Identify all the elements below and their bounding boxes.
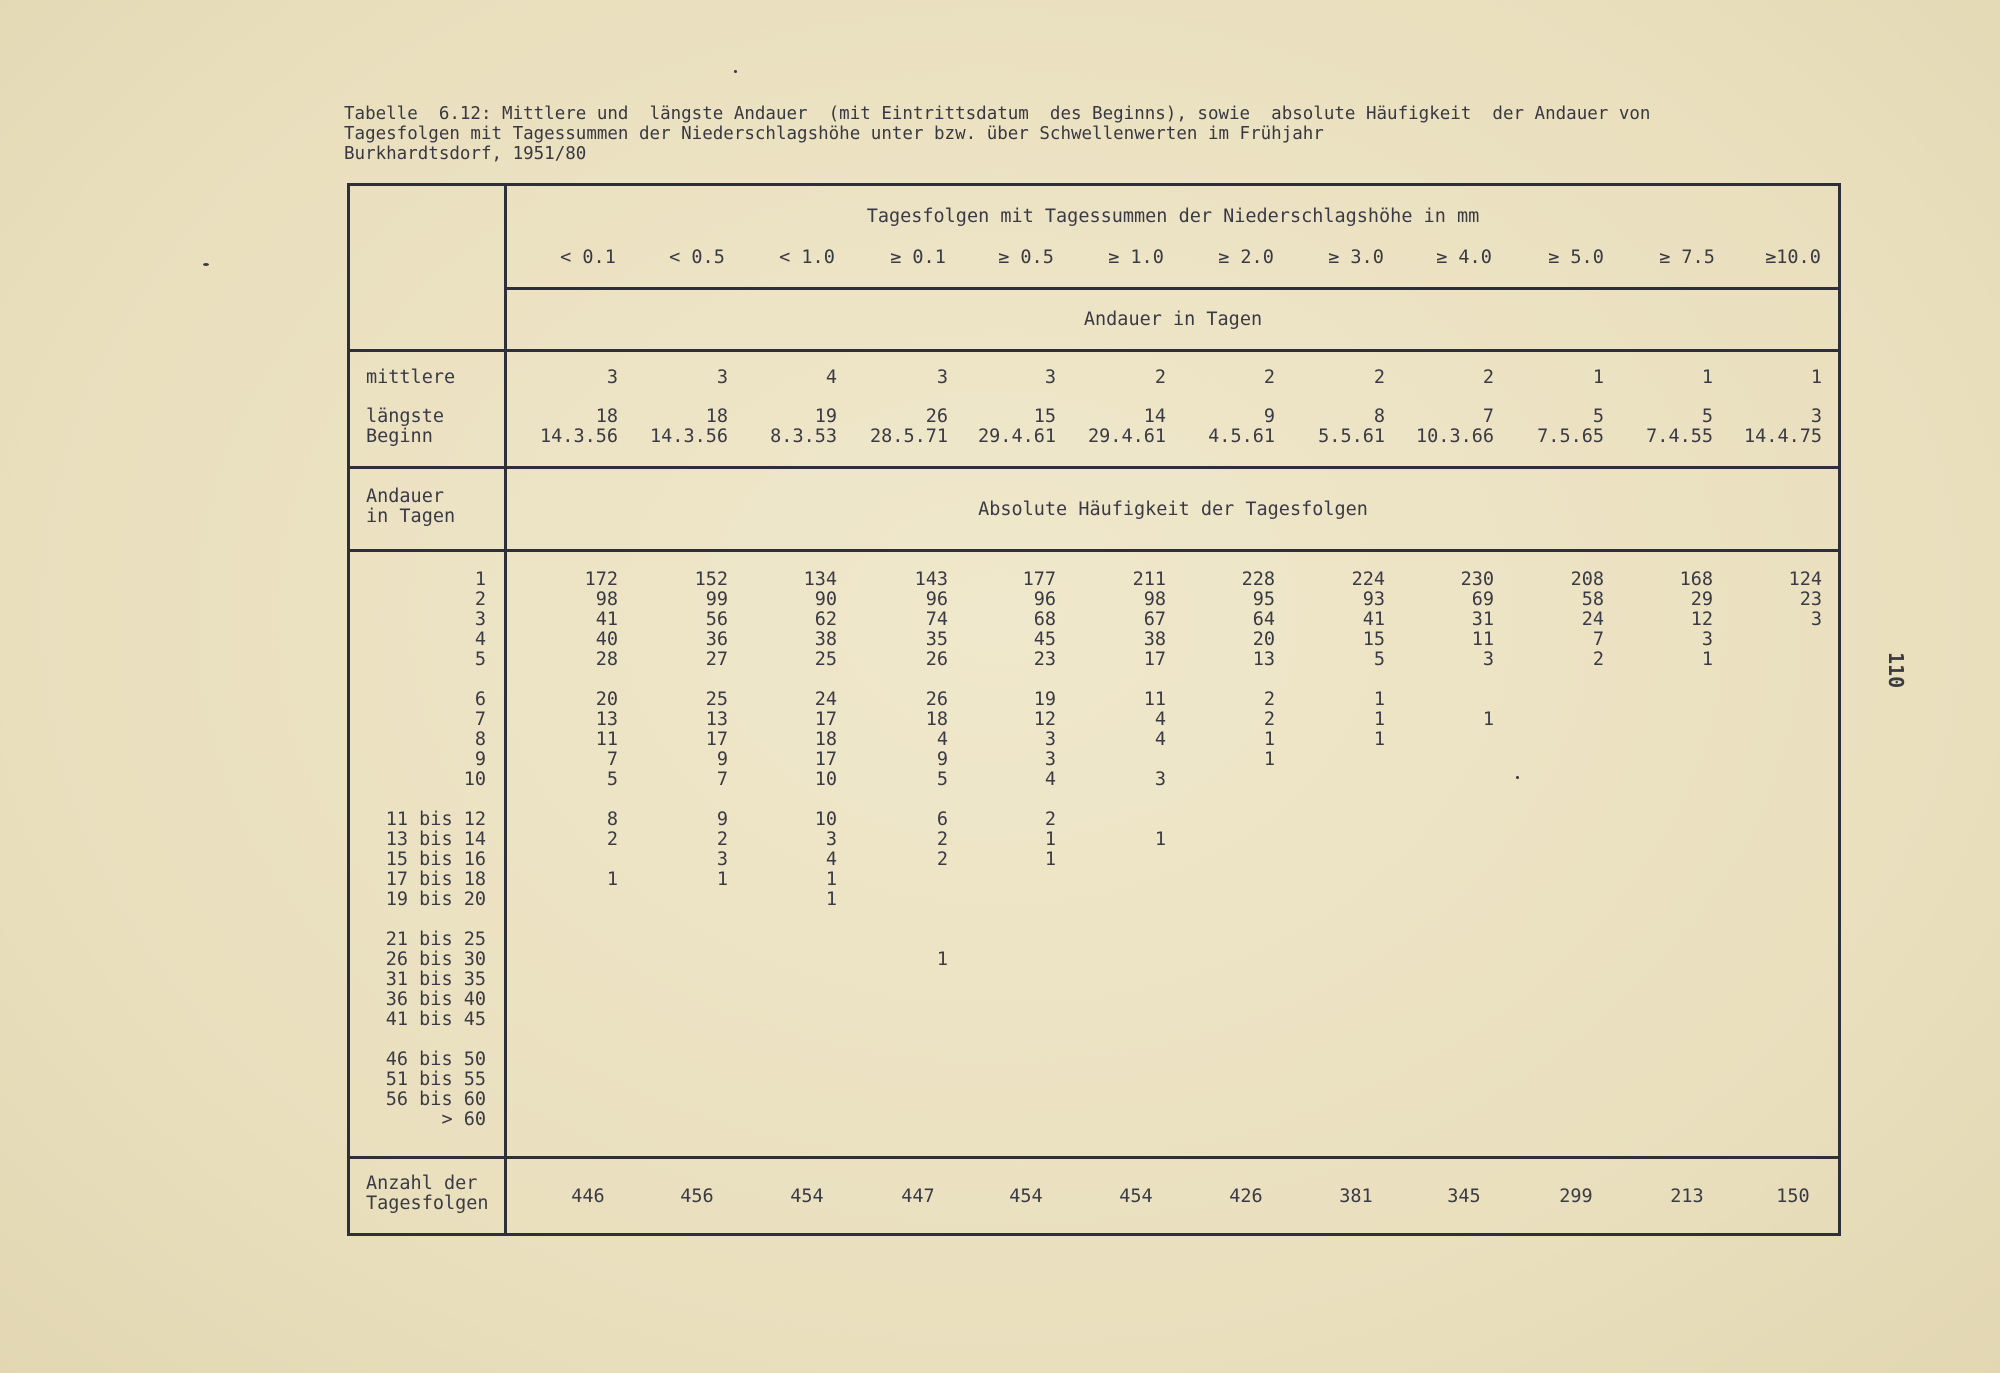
frequency-cell: 228 (1241, 569, 1275, 590)
frequency-cell: 99 (705, 589, 728, 610)
duration-stub-label-1: Andauer (366, 486, 444, 507)
frequency-cell: 177 (1022, 569, 1056, 590)
frequency-cell: 1 (825, 869, 837, 890)
start-label: Beginn (366, 426, 433, 447)
frequency-cell: 5 (1373, 649, 1385, 670)
frequency-cell: 1 (1154, 829, 1166, 850)
mean-value: 3 (716, 367, 728, 388)
header-group-title: Tagesfolgen mit Tagessummen der Niederschlagshöhe in mm (866, 206, 1480, 227)
frequency-cell: 3 (1044, 749, 1056, 770)
frequency-cell: 41 (1362, 609, 1385, 630)
duration-row-label: 2 (474, 589, 486, 610)
frequency-cell: 5 (936, 769, 948, 790)
duration-row-label: 51 bis 55 (385, 1069, 486, 1090)
duration-row-label: 1 (474, 569, 486, 590)
start-date-value: 7.4.55 (1646, 426, 1713, 447)
frequency-cell: 3 (716, 849, 728, 870)
frequency-cell: 41 (595, 609, 618, 630)
frequency-cell: 4 (1154, 709, 1166, 730)
frequency-cell: 3 (1482, 649, 1494, 670)
frequency-cell: 96 (925, 589, 948, 610)
frequency-cell: 19 (1033, 689, 1056, 710)
frequency-cell: 20 (1252, 629, 1275, 650)
start-date-value: 14.3.56 (650, 426, 728, 447)
duration-row-label: 6 (474, 689, 486, 710)
frequency-cell: 17 (814, 709, 837, 730)
frequency-cell: 1 (1373, 709, 1385, 730)
frequency-cell: 9 (716, 809, 728, 830)
duration-row-label: 26 bis 30 (385, 949, 486, 970)
duration-row-label: 15 bis 16 (385, 849, 486, 870)
frequency-cell: 1 (1373, 689, 1385, 710)
frequency-cell: 2 (1592, 649, 1604, 670)
threshold-header: ≥ 3.0 (1328, 247, 1384, 268)
frequency-cell: 11 (1143, 689, 1166, 710)
frequency-cell: 98 (1143, 589, 1166, 610)
threshold-header: ≥ 1.0 (1108, 247, 1164, 268)
duration-row-label: 7 (474, 709, 486, 730)
frequency-cell: 208 (1570, 569, 1604, 590)
frequency-cell: 7 (1592, 629, 1604, 650)
frequency-cell: 1 (606, 869, 618, 890)
table-rule-2 (347, 349, 1841, 352)
frequency-title: Absolute Häufigkeit der Tagesfolgen (978, 499, 1368, 520)
caption-line-2: Tagesfolgen mit Tagessummen der Niederschlagshöhe unter bzw. über Schwellenwerten im Frühjahr (344, 124, 1324, 144)
threshold-header: ≥ 0.5 (998, 247, 1054, 268)
frequency-cell: 25 (814, 649, 837, 670)
totals-value: 454 (1009, 1186, 1043, 1207)
frequency-cell: 31 (1471, 609, 1494, 630)
mean-value: 2 (1373, 367, 1385, 388)
frequency-cell: 58 (1581, 589, 1604, 610)
mean-value: 2 (1263, 367, 1275, 388)
frequency-cell: 1 (1701, 649, 1713, 670)
start-date-value: 7.5.65 (1537, 426, 1604, 447)
totals-label-1: Anzahl der (366, 1173, 478, 1194)
threshold-header: ≥ 5.0 (1548, 247, 1604, 268)
frequency-cell: 224 (1351, 569, 1385, 590)
threshold-header: ≥ 2.0 (1218, 247, 1274, 268)
frequency-cell: 29 (1690, 589, 1713, 610)
frequency-cell: 1 (1044, 829, 1056, 850)
frequency-cell: 74 (925, 609, 948, 630)
longest-value: 15 (1033, 406, 1056, 427)
longest-value: 5 (1701, 406, 1713, 427)
frequency-cell: 9 (936, 749, 948, 770)
start-date-value: 10.3.66 (1416, 426, 1494, 447)
frequency-cell: 23 (1799, 589, 1822, 610)
start-date-value: 5.5.61 (1318, 426, 1385, 447)
frequency-cell: 4 (825, 849, 837, 870)
frequency-cell: 4 (1154, 729, 1166, 750)
frequency-cell: 152 (694, 569, 728, 590)
frequency-cell: 1 (716, 869, 728, 890)
frequency-cell: 93 (1362, 589, 1385, 610)
frequency-cell: 27 (705, 649, 728, 670)
longest-value: 9 (1263, 406, 1275, 427)
frequency-cell: 1 (1373, 729, 1385, 750)
frequency-cell: 17 (814, 749, 837, 770)
longest-label: längste (366, 406, 444, 427)
threshold-header: < 0.1 (560, 247, 616, 268)
start-date-value: 29.4.61 (1088, 426, 1166, 447)
duration-row-label: > 60 (441, 1109, 486, 1130)
caption-line-3: Burkhardtsdorf, 1951/80 (344, 144, 587, 164)
frequency-cell: 56 (705, 609, 728, 630)
paper-speck (203, 263, 209, 266)
frequency-cell: 4 (936, 729, 948, 750)
frequency-cell: 211 (1132, 569, 1166, 590)
paper-speck (1516, 776, 1519, 779)
frequency-cell: 2 (606, 829, 618, 850)
paper-speck (734, 70, 737, 73)
frequency-cell: 11 (595, 729, 618, 750)
frequency-cell: 1 (936, 949, 948, 970)
frequency-cell: 9 (716, 749, 728, 770)
frequency-cell: 2 (936, 849, 948, 870)
frequency-cell: 24 (1581, 609, 1604, 630)
frequency-cell: 2 (936, 829, 948, 850)
mean-value: 3 (606, 367, 618, 388)
mean-value: 1 (1810, 367, 1822, 388)
frequency-cell: 13 (705, 709, 728, 730)
mean-value: 4 (825, 367, 837, 388)
duration-row-label: 21 bis 25 (385, 929, 486, 950)
frequency-cell: 28 (595, 649, 618, 670)
frequency-cell: 8 (606, 809, 618, 830)
table-caption (344, 104, 1854, 164)
mean-label: mittlere (366, 367, 456, 388)
frequency-cell: 15 (1362, 629, 1385, 650)
frequency-cell: 96 (1033, 589, 1056, 610)
start-date-value: 4.5.61 (1208, 426, 1275, 447)
longest-value: 8 (1373, 406, 1385, 427)
table-rule-1 (505, 287, 1841, 290)
threshold-header: < 1.0 (779, 247, 835, 268)
frequency-cell: 3 (1810, 609, 1822, 630)
duration-stub-label-2: in Tagen (366, 506, 456, 527)
threshold-header: ≥ 4.0 (1436, 247, 1492, 268)
mean-value: 3 (1044, 367, 1056, 388)
frequency-cell: 25 (705, 689, 728, 710)
start-date-value: 8.3.53 (770, 426, 837, 447)
mean-value: 1 (1701, 367, 1713, 388)
frequency-cell: 7 (716, 769, 728, 790)
frequency-cell: 18 (925, 709, 948, 730)
frequency-cell: 18 (814, 729, 837, 750)
frequency-cell: 2 (1044, 809, 1056, 830)
start-date-value: 28.5.71 (870, 426, 948, 447)
frequency-cell: 11 (1471, 629, 1494, 650)
totals-label-2: Tagesfolgen (366, 1193, 489, 1214)
frequency-cell: 98 (595, 589, 618, 610)
mean-value: 2 (1154, 367, 1166, 388)
frequency-cell: 168 (1679, 569, 1713, 590)
duration-row-label: 36 bis 40 (385, 989, 486, 1010)
frequency-cell: 95 (1252, 589, 1275, 610)
frequency-cell: 90 (814, 589, 837, 610)
longest-value: 14 (1143, 406, 1166, 427)
frequency-cell: 36 (705, 629, 728, 650)
frequency-cell: 3 (825, 829, 837, 850)
frequency-cell: 45 (1033, 629, 1056, 650)
totals-value: 447 (901, 1186, 935, 1207)
frequency-cell: 172 (584, 569, 618, 590)
page-number: 110 (1884, 652, 1908, 689)
frequency-cell: 12 (1690, 609, 1713, 630)
frequency-cell: 20 (595, 689, 618, 710)
duration-row-label: 8 (474, 729, 486, 750)
threshold-header: ≥ 7.5 (1659, 247, 1715, 268)
frequency-cell: 26 (925, 689, 948, 710)
longest-value: 19 (814, 406, 837, 427)
frequency-cell: 3 (1154, 769, 1166, 790)
longest-value: 26 (925, 406, 948, 427)
stub-divider (504, 183, 507, 1236)
duration-row-label: 9 (474, 749, 486, 770)
frequency-cell: 7 (606, 749, 618, 770)
frequency-cell: 1 (1044, 849, 1056, 870)
totals-value: 454 (790, 1186, 824, 1207)
duration-row-label: 11 bis 12 (385, 809, 486, 830)
table-rule-4 (347, 549, 1841, 552)
longest-value: 18 (595, 406, 618, 427)
frequency-cell: 13 (1252, 649, 1275, 670)
longest-value: 5 (1592, 406, 1604, 427)
frequency-cell: 2 (1263, 689, 1275, 710)
frequency-cell: 40 (595, 629, 618, 650)
frequency-cell: 69 (1471, 589, 1494, 610)
frequency-cell: 10 (814, 809, 837, 830)
mean-value: 2 (1482, 367, 1494, 388)
frequency-cell: 12 (1033, 709, 1056, 730)
frequency-cell: 17 (705, 729, 728, 750)
totals-value: 454 (1119, 1186, 1153, 1207)
frequency-cell: 17 (1143, 649, 1166, 670)
totals-value: 150 (1776, 1186, 1810, 1207)
caption-line-1: Tabelle 6.12: Mittlere und längste Andauer (mit Eintrittsdatum des Beginns), sowie absolute Häufigkeit der Andauer von (344, 104, 1651, 124)
totals-value: 345 (1447, 1186, 1481, 1207)
longest-value: 18 (705, 406, 728, 427)
totals-value: 426 (1229, 1186, 1263, 1207)
frequency-cell: 1 (1263, 729, 1275, 750)
start-date-value: 14.3.56 (540, 426, 618, 447)
frequency-cell: 38 (814, 629, 837, 650)
frequency-cell: 35 (925, 629, 948, 650)
totals-value: 381 (1339, 1186, 1373, 1207)
table-rule-5 (347, 1156, 1841, 1159)
frequency-cell: 230 (1460, 569, 1494, 590)
duration-row-label: 41 bis 45 (385, 1009, 486, 1030)
totals-value: 446 (571, 1186, 605, 1207)
frequency-cell: 2 (716, 829, 728, 850)
frequency-cell: 23 (1033, 649, 1056, 670)
totals-value: 299 (1559, 1186, 1593, 1207)
duration-row-label: 13 bis 14 (385, 829, 486, 850)
frequency-cell: 1 (825, 889, 837, 910)
duration-row-label: 5 (474, 649, 486, 670)
duration-row-label: 56 bis 60 (385, 1089, 486, 1110)
frequency-cell: 6 (936, 809, 948, 830)
duration-row-label: 3 (474, 609, 486, 630)
frequency-cell: 67 (1143, 609, 1166, 630)
frequency-cell: 134 (803, 569, 837, 590)
frequency-cell: 13 (595, 709, 618, 730)
mean-value: 1 (1592, 367, 1604, 388)
start-date-value: 29.4.61 (978, 426, 1056, 447)
frequency-cell: 2 (1263, 709, 1275, 730)
frequency-cell: 4 (1044, 769, 1056, 790)
threshold-header: ≥10.0 (1765, 247, 1821, 268)
frequency-cell: 68 (1033, 609, 1056, 630)
totals-value: 213 (1670, 1186, 1704, 1207)
mean-value: 3 (936, 367, 948, 388)
unit-row-label: Andauer in Tagen (1083, 309, 1263, 330)
frequency-cell: 124 (1788, 569, 1822, 590)
start-date-value: 14.4.75 (1744, 426, 1822, 447)
table-rule-3 (347, 466, 1841, 469)
frequency-cell: 24 (814, 689, 837, 710)
frequency-cell: 5 (606, 769, 618, 790)
duration-row-label: 17 bis 18 (385, 869, 486, 890)
frequency-cell: 1 (1482, 709, 1494, 730)
duration-row-label: 31 bis 35 (385, 969, 486, 990)
threshold-header: ≥ 0.1 (890, 247, 946, 268)
frequency-cell: 26 (925, 649, 948, 670)
totals-value: 456 (680, 1186, 714, 1207)
duration-row-label: 4 (474, 629, 486, 650)
duration-row-label: 19 bis 20 (385, 889, 486, 910)
duration-row-label: 46 bis 50 (385, 1049, 486, 1070)
duration-row-label: 10 (463, 769, 486, 790)
frequency-cell: 3 (1044, 729, 1056, 750)
frequency-cell: 3 (1701, 629, 1713, 650)
threshold-header: < 0.5 (669, 247, 725, 268)
frequency-cell: 64 (1252, 609, 1275, 630)
frequency-cell: 38 (1143, 629, 1166, 650)
longest-value: 3 (1810, 406, 1822, 427)
frequency-cell: 143 (914, 569, 948, 590)
frequency-cell: 10 (814, 769, 837, 790)
frequency-cell: 1 (1263, 749, 1275, 770)
longest-value: 7 (1482, 406, 1494, 427)
frequency-cell: 62 (814, 609, 837, 630)
